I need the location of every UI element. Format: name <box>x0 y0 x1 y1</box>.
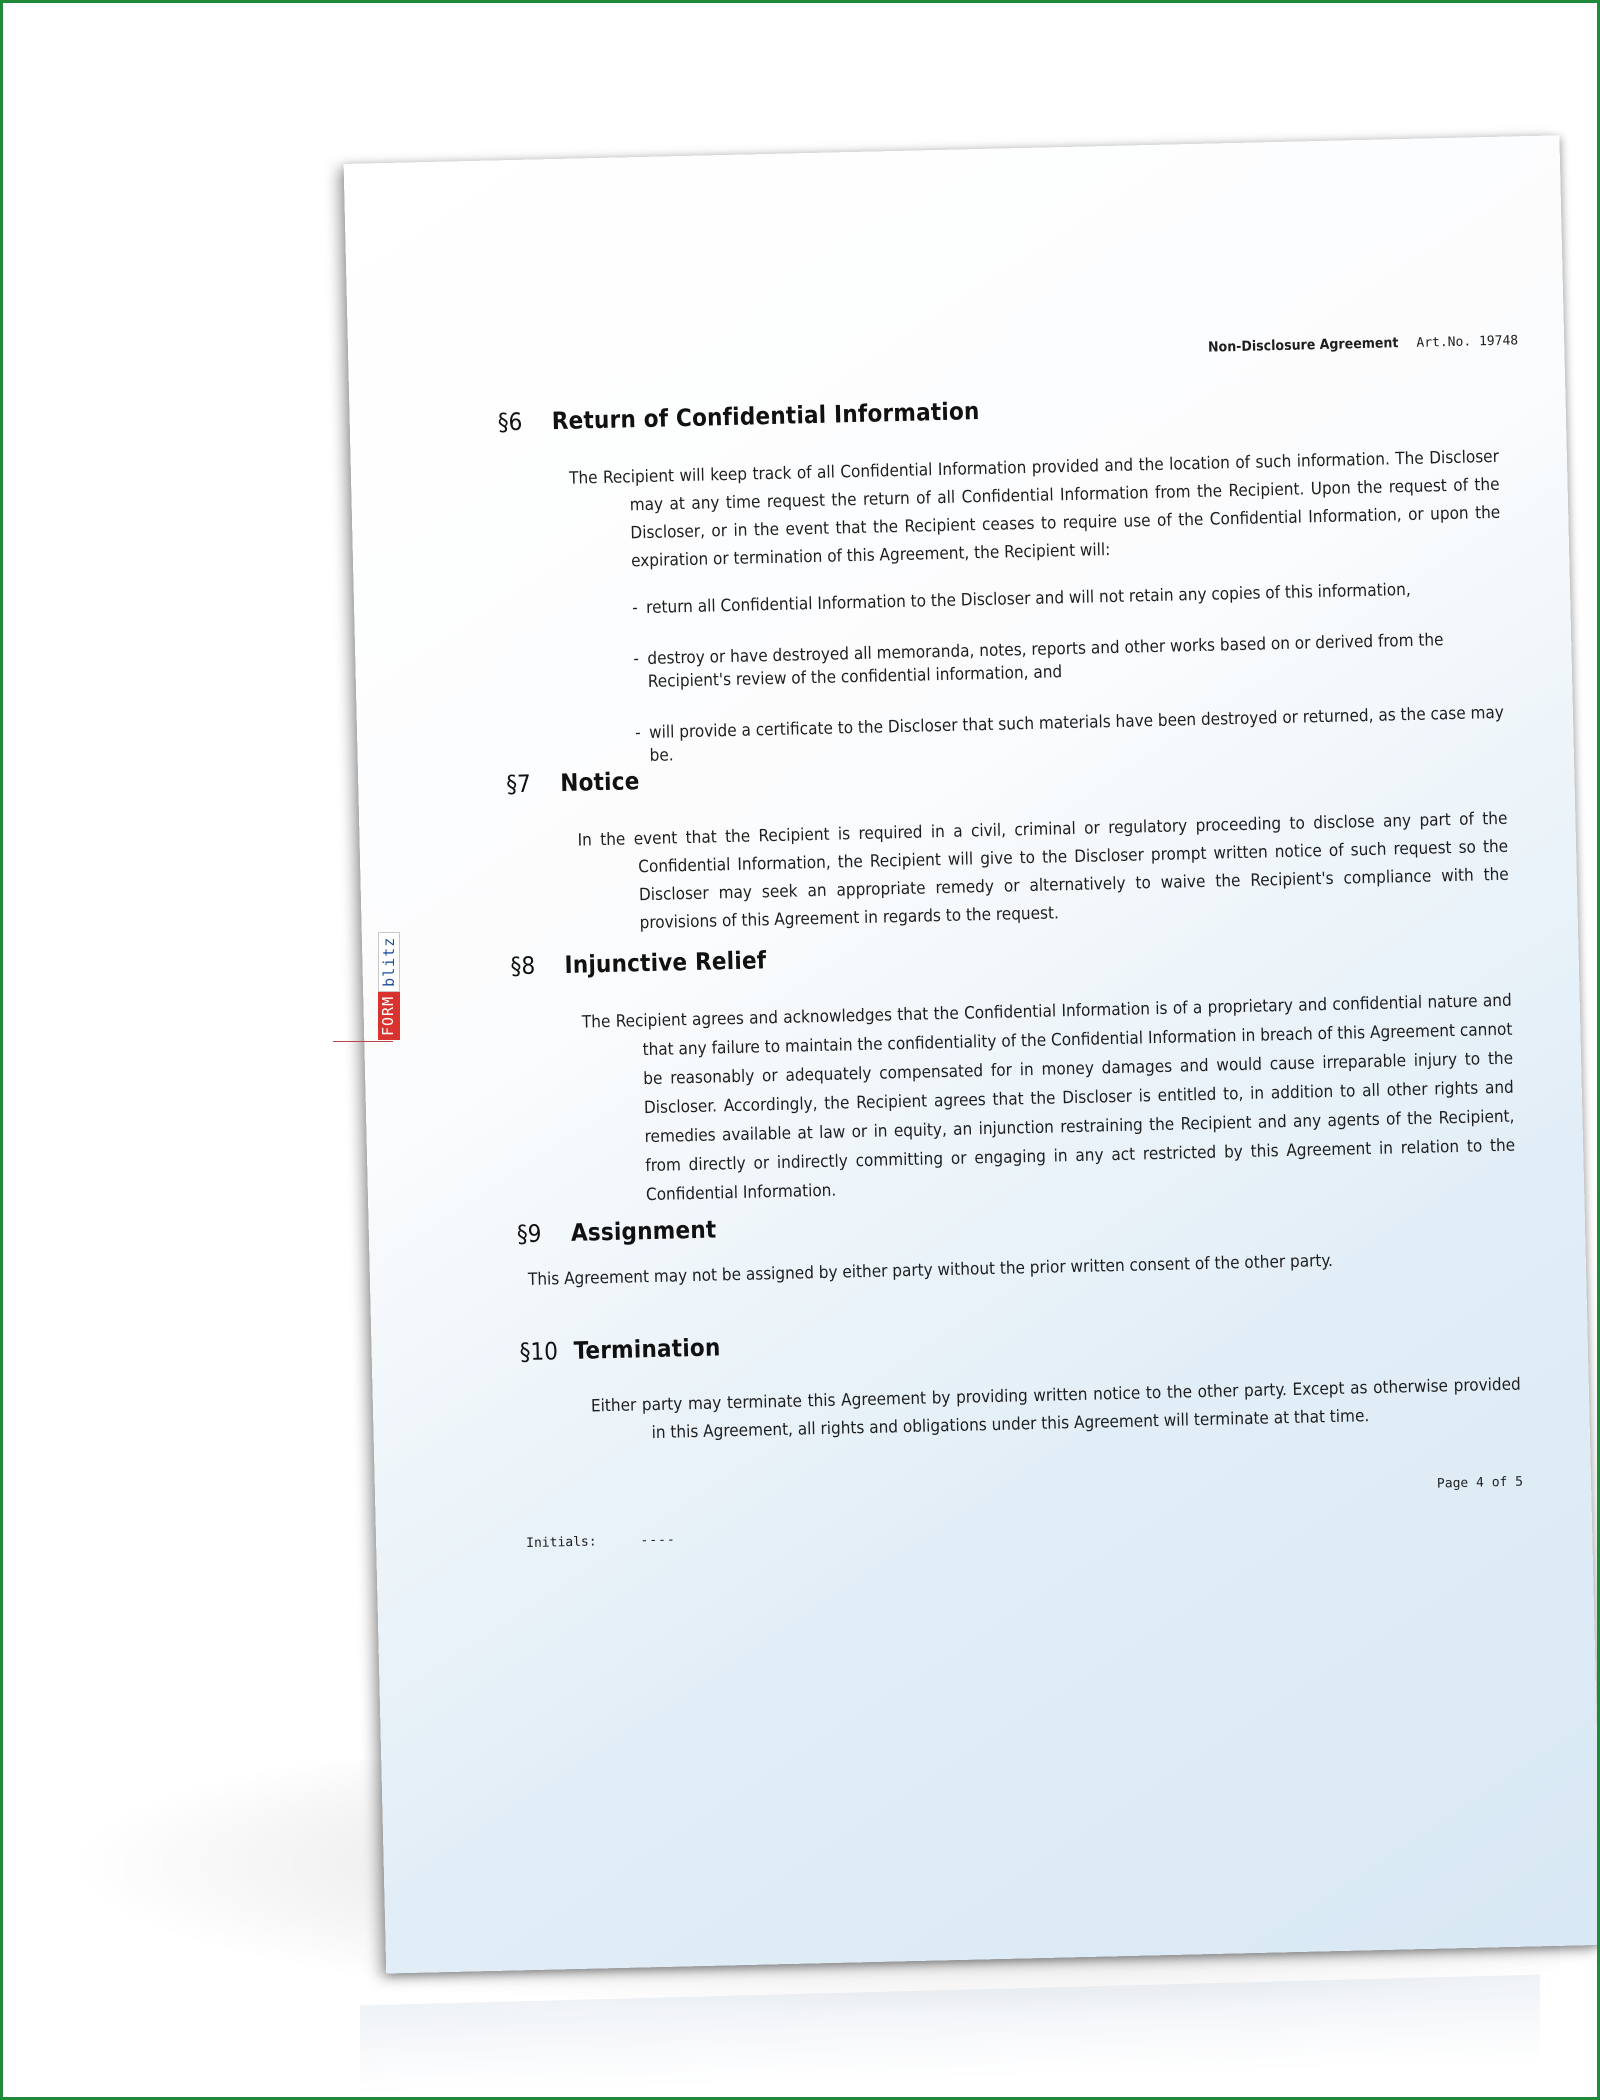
section-6 <box>497 385 1506 799</box>
list-item-text: return all Confidential Information to the Discloser and will not retain any copies of this information, <box>645 579 1411 618</box>
document-sheet <box>342 65 1600 1993</box>
document-content <box>344 135 1600 1973</box>
initials-blank: ---- <box>640 1532 676 1549</box>
list-item: - will provide a certificate to the Discloser that such materials have been destroyed or returned, as the case may be. <box>634 702 1505 766</box>
section-number: §8 <box>510 951 536 981</box>
list-item: - return all Confidential Information to the Discloser and will not retain any copies of this information, <box>631 579 1411 619</box>
section-paragraph: The Recipient agrees and acknowledges that the Confidential Information is of a proprietary and confidential nature and that any failure to maintain the confidentiality of the Confidential Information in breach of this Agreement cannot be reasonably or adequately compensated for in money damages and would cause irreparable injury to the Discloser. Accordingly, the Recipient agrees that the Discloser is entitled to, in addition to all other rights and remedies available at law or in equity, an injunction restraining the Recipient and any agents of the Recipient, from directly or indirectly committing or engaging in any act restricted by this Agreement in relation to the Confidential Information. <box>581 990 1516 1206</box>
section-number: §6 <box>497 407 523 437</box>
formblitz-logo <box>378 932 400 1040</box>
logo-blitz: blitz <box>378 932 400 992</box>
initials-line <box>526 1533 676 1552</box>
list-item-text: will provide a certificate to the Discloser that such materials have been destroyed or returned, as the case may be. <box>648 702 1505 766</box>
initials-label: Initials: <box>526 1534 597 1552</box>
list-item-text: destroy or have destroyed all memoranda, notes, reports and other works based on or derived from the Recipient's review of the confidential information, and <box>647 630 1444 692</box>
section-7 <box>506 747 1510 941</box>
section-title: Return of Confidential Information <box>551 397 980 436</box>
section-title: Assignment <box>570 1215 717 1247</box>
section-paragraph: In the event that the Recipient is required in a civil, criminal or regulatory proceeding to disclose any part of the Confidential Information, the Recipient will give to the Discloser prompt written notice of such request so the Discloser may seek an appropriate remedy or alternatively to waive the Recipient's compliance with the provisions of this Agreement in regards to the request. <box>577 808 1509 934</box>
document-header <box>1208 332 1518 355</box>
section-title: Notice <box>559 767 640 798</box>
list-item: - destroy or have destroyed all memoranda, notes, reports and other works based on or derived from the Recipient's review of the confidential information, and <box>633 630 1444 692</box>
section-paragraph: The Recipient will keep track of all Confidential Information provided and the location of such information. The Discloser may at any time request the return of all Confidential Information from the Recipient. Upon the request of the Discloser, or in the event that the Recipient ceases to require use of the Confidential Information, or upon the expiration or termination of this Agreement, the Recipient will: <box>568 446 1501 572</box>
section-paragraph: This Agreement may not be assigned by either party without the prior written consent of the other party. <box>527 1250 1334 1290</box>
section-number: §9 <box>516 1219 542 1249</box>
section-title: Injunctive Relief <box>564 946 767 979</box>
section-8 <box>510 929 1516 1213</box>
section-number: §10 <box>519 1337 559 1367</box>
logo-form: FORM <box>378 992 400 1040</box>
article-number: Art.No. 19748 <box>1416 333 1519 351</box>
brand-rule <box>333 1041 393 1042</box>
section-10 <box>519 1315 1521 1451</box>
section-9 <box>517 1197 1518 1295</box>
section-heading <box>519 1315 1519 1367</box>
document-title: Non-Disclosure Agreement <box>1207 335 1399 356</box>
section-heading <box>497 385 1497 437</box>
section-title: Termination <box>573 1333 721 1365</box>
section-paragraph: Either party may terminate this Agreement by providing written notice to the other party. Except as otherwise provided in this Agreement, all rights and obligations under this Agreement will terminate at that time. <box>590 1374 1521 1444</box>
page-number: Page 4 of 5 <box>1436 1474 1524 1492</box>
section-number: §7 <box>505 769 532 799</box>
obligations-list <box>632 577 1506 768</box>
